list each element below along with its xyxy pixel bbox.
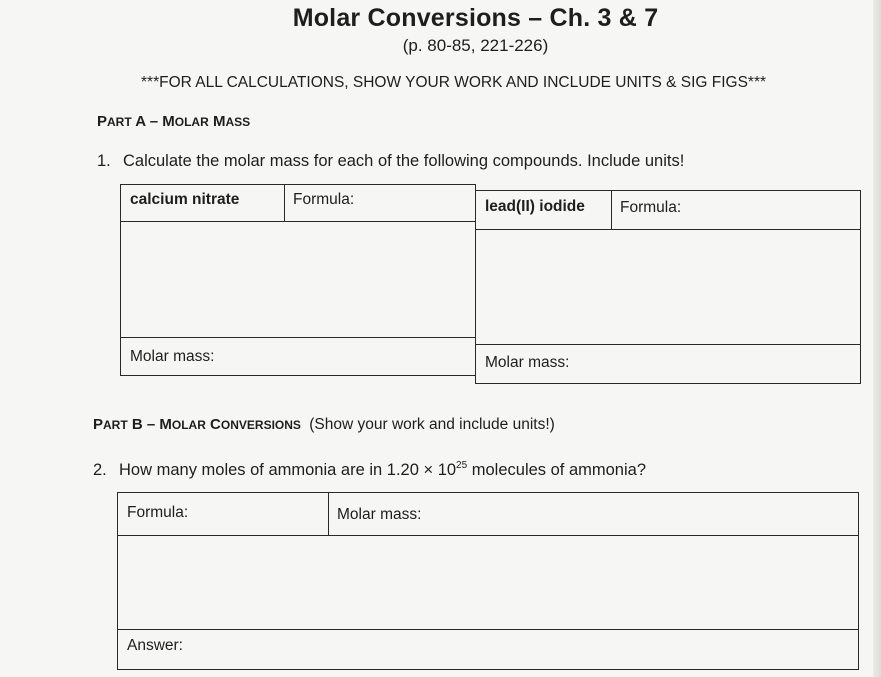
instructions-banner: ***FOR ALL CALCULATIONS, SHOW YOUR WORK AND INCLUDE UNITS & SIG FIGS*** bbox=[141, 74, 767, 91]
work-area-lead-iodide[interactable] bbox=[476, 230, 860, 344]
question-1-text: Calculate the molar mass for each of the following compounds. Include units! bbox=[123, 152, 685, 170]
formula-field-calcium-nitrate[interactable]: Formula: bbox=[293, 191, 355, 208]
part-b-art: ART bbox=[103, 418, 128, 432]
part-a-p: P bbox=[97, 113, 108, 130]
part-b-onversions: ONVERSIONS bbox=[220, 418, 301, 432]
table-divider bbox=[118, 629, 858, 630]
answer-field-ammonia[interactable]: Answer: bbox=[127, 637, 183, 654]
question-2-number: 2. bbox=[93, 461, 107, 479]
molar-mass-field-lead-iodide[interactable]: Molar mass: bbox=[485, 354, 570, 371]
page-subtitle bbox=[0, 36, 881, 56]
part-a-ass: ASS bbox=[225, 115, 251, 129]
compound-name-calcium-nitrate: calcium nitrate bbox=[130, 191, 240, 208]
part-b-note: (Show your work and include units!) bbox=[309, 416, 555, 433]
lead-iodide-table bbox=[475, 190, 861, 384]
question-1 bbox=[97, 152, 684, 171]
page-edge-shadow bbox=[873, 0, 881, 677]
question-2-exponent: 25 bbox=[456, 460, 468, 471]
molar-mass-field-calcium-nitrate[interactable]: Molar mass: bbox=[130, 348, 215, 365]
part-b-olar: OLAR bbox=[171, 418, 206, 432]
part-a-m1: M bbox=[162, 113, 175, 130]
part-b-letter: B – bbox=[127, 416, 160, 433]
question-2-text-before: How many moles of ammonia are in 1.20 × 10 bbox=[119, 461, 457, 479]
part-a-m2: M bbox=[212, 113, 226, 130]
page-title bbox=[0, 4, 881, 33]
table-divider bbox=[121, 337, 475, 338]
ammonia-conversion-table bbox=[117, 492, 859, 670]
part-a-olar: OLAR bbox=[174, 115, 209, 129]
work-area-ammonia[interactable] bbox=[118, 536, 858, 629]
page-title-text: Molar Conversions – Ch. 3 & 7 bbox=[292, 4, 659, 32]
formula-field-lead-iodide[interactable]: Formula: bbox=[620, 199, 682, 216]
part-b-c: C bbox=[210, 416, 221, 433]
work-area-calcium-nitrate[interactable] bbox=[121, 222, 475, 337]
question-1-number: 1. bbox=[97, 152, 111, 170]
part-a-art: ART bbox=[107, 115, 132, 129]
table-divider bbox=[476, 344, 860, 345]
part-b-heading bbox=[93, 416, 555, 434]
page-subtitle-text: (p. 80-85, 221-226) bbox=[402, 36, 549, 55]
formula-field-ammonia[interactable]: Formula: bbox=[127, 504, 189, 521]
molar-mass-field-ammonia[interactable]: Molar mass: bbox=[337, 506, 422, 523]
part-a-letter: A – bbox=[131, 113, 163, 130]
question-2-text-after: molecules of ammonia? bbox=[467, 461, 647, 479]
compound-name-lead-iodide: lead(II) iodide bbox=[485, 198, 585, 215]
calcium-nitrate-table bbox=[120, 184, 476, 376]
part-a-heading bbox=[97, 113, 250, 130]
question-2 bbox=[93, 460, 646, 480]
part-b-p: P bbox=[93, 416, 104, 433]
part-b-m1: M bbox=[159, 416, 172, 433]
